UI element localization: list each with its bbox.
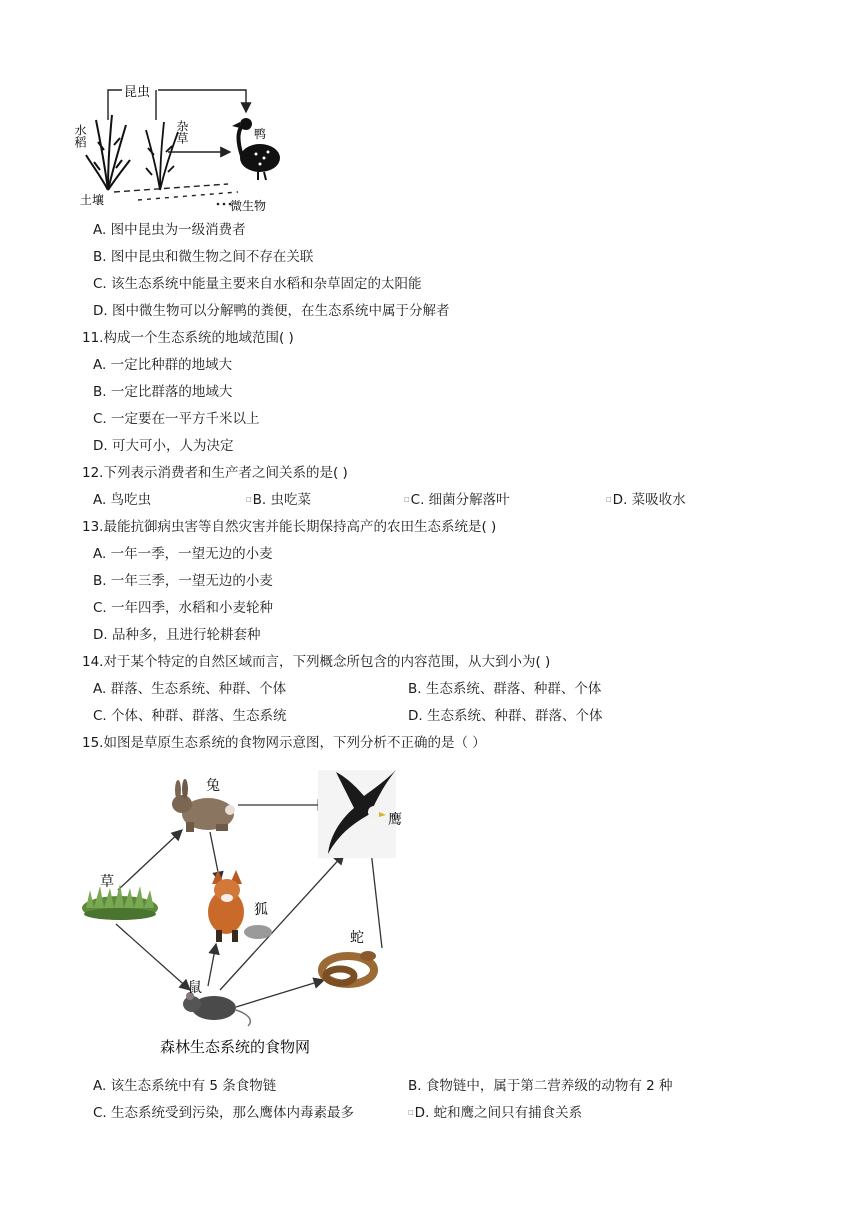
grass-image (82, 884, 158, 920)
q11-option-d[interactable]: D. 可大可小，人为决定 (93, 438, 234, 454)
q12-option-b-wrap[interactable] (246, 491, 311, 509)
insect-label: 昆虫 (124, 85, 151, 100)
grass-label: 草 (100, 874, 114, 890)
q15-option-b[interactable]: B. 食物链中，属于第二营养级的动物有 2 种 (408, 1078, 673, 1094)
food-web-figure (78, 762, 418, 1062)
option-marker-icon: □ (606, 496, 612, 503)
q11-option-b[interactable]: B. 一定比群落的地域大 (93, 384, 233, 400)
q12-option-a[interactable]: A. 鸟吃虫 (93, 492, 152, 508)
q14-option-c[interactable]: C. 个体、种群、群落、生态系统 (93, 708, 287, 724)
q14-option-b[interactable]: B. 生态系统、群落、种群、个体 (408, 681, 602, 697)
q11-stem: 11.构成一个生态系统的地域范围( ) (82, 330, 294, 346)
weed-plant-drawing (146, 122, 178, 190)
q10-option-d[interactable]: D. 图中微生物可以分解鸭的粪便，在生态系统中属于分解者 (93, 303, 450, 319)
q13-option-c[interactable]: C. 一年四季，水稻和小麦轮种 (93, 600, 274, 616)
rabbit-label: 兔 (206, 778, 220, 794)
eagle-label: 鹰 (388, 812, 402, 828)
food-web-caption: 森林生态系统的食物网 (160, 1038, 311, 1056)
rice-label: 水稻 (73, 124, 87, 148)
fox-label: 狐 (254, 902, 268, 918)
q15-stem: 15.如图是草原生态系统的食物网示意图，下列分析不正确的是（ ） (82, 735, 486, 751)
q14-stem: 14.对于某个特定的自然区域而言，下列概念所包含的内容范围，从大到小为( ) (82, 654, 551, 670)
weed-label: 杂草 (175, 120, 189, 144)
q15-option-a[interactable]: A. 该生态系统中有 5 条食物链 (93, 1078, 277, 1094)
q11-option-c[interactable]: C. 一定要在一平方千米以上 (93, 411, 260, 427)
soil-label: 土壤 (80, 193, 105, 207)
q12-option-b: B. 虫吃菜 (252, 492, 312, 508)
rabbit-image (172, 779, 235, 832)
q12-option-c-wrap[interactable] (404, 491, 510, 509)
duck-label: 鸭 (254, 127, 267, 141)
q15-option-d: D. 蛇和鹰之间只有捕食关系 (414, 1105, 583, 1121)
q13-option-b[interactable]: B. 一年三季，一望无边的小麦 (93, 573, 273, 589)
q10-option-a[interactable]: A. 图中昆虫为一级消费者 (93, 222, 246, 238)
mouse-label: 鼠 (188, 980, 202, 996)
rice-plant-drawing (86, 115, 130, 190)
q13-option-d[interactable]: D. 品种多，且进行轮耕套种 (93, 627, 261, 643)
paddy-ecosystem-figure (73, 80, 288, 215)
snake-image (322, 951, 376, 984)
option-marker-icon: □ (408, 1109, 414, 1116)
q14-option-d[interactable]: D. 生态系统、种群、群落、个体 (408, 708, 603, 724)
q10-option-c[interactable]: C. 该生态系统中能量主要来自水稻和杂草固定的太阳能 (93, 276, 422, 292)
mouse-image (183, 992, 250, 1026)
q12-option-c: C. 细菌分解落叶 (410, 492, 510, 508)
q13-stem: 13.最能抗御病虫害等自然灾害并能长期保持高产的农田生态系统是( ) (82, 519, 497, 535)
q11-option-a[interactable]: A. 一定比种群的地域大 (93, 357, 233, 373)
option-marker-icon: □ (404, 496, 410, 503)
option-marker-icon: □ (246, 496, 252, 503)
q14-option-a[interactable]: A. 群落、生态系统、种群、个体 (93, 681, 287, 697)
q12-stem: 12.下列表示消费者和生产者之间关系的是( ) (82, 465, 348, 481)
q15-option-c[interactable]: C. 生态系统受到污染，那么鹰体内毒素最多 (93, 1105, 355, 1121)
q12-option-d: D. 菜吸收水 (612, 492, 686, 508)
eagle-image (318, 770, 396, 858)
q10-option-b[interactable]: B. 图中昆虫和微生物之间不存在关联 (93, 249, 314, 265)
q12-option-d-wrap[interactable] (606, 491, 686, 509)
q13-option-a[interactable]: A. 一年一季，一望无边的小麦 (93, 546, 273, 562)
microbe-label: 微生物 (230, 199, 267, 213)
q15-option-d-wrap[interactable] (408, 1104, 582, 1122)
snake-label: 蛇 (350, 930, 364, 946)
